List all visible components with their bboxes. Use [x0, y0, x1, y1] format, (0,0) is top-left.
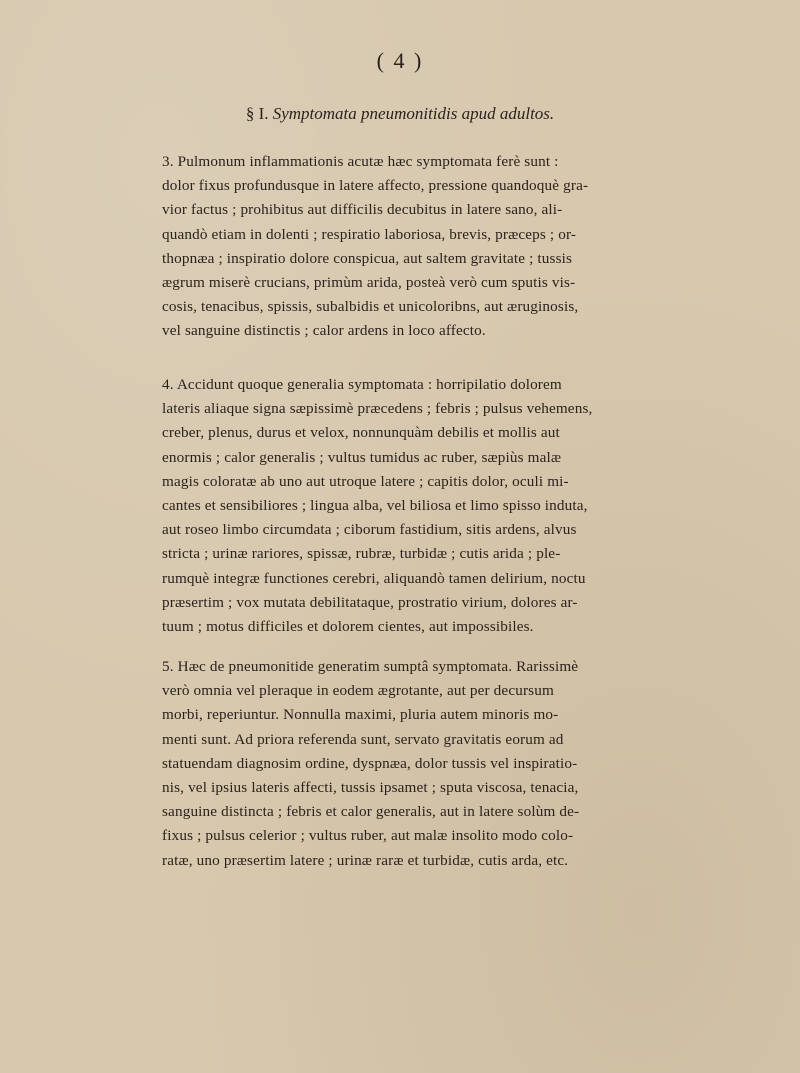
section-title: Symptomata pneumonitidis apud adultos. [272, 104, 555, 123]
paragraph-text: Accidunt quoque generalia symptomata : horripilatio dolorem lateris aliaque signa sæpissimè præcedens ; febris ; pulsus vehemens, creber, plenus, durus et velox, nonnunquàm debilis et mollis aut enormis ; calor generalis ; vultus tumidus ac ruber, sæpiùs malæ magis coloratæ ab uno aut utroque latere ; capitis dolor, oculi mi- cantes et sensibiliores ; lingua alba, vel biliosa et limo spisso induta, aut roseo limbo circumdata ; ciborum fastidium, sitis ardens, alvus stricta ; urinæ rariores, spissæ, rubræ, turbidæ ; cutis arida ; ple- rumquè integræ functiones cerebri, aliquandò tamen delirium, noctu præsertim ; vox mutata debilitataque, prostratio virium, dolores ar- tuum ; motus difficiles et dolorem cientes, aut impossibiles. [162, 376, 593, 636]
page-number: ( 4 ) [376, 48, 424, 73]
paragraph-text: Pulmonum inflammationis acutæ hæc symptomata ferè sunt : dolor fixus profundusque in latere affecto, pressione quandoquè gra- vior factus ; prohibitus aut difficilis decubitus in latere sano, ali- quandò etiam in dolenti ; respiratio laboriosa, brevis, præceps ; or- thopnæa ; inspiratio dolore conspicua, aut saltem gravitate ; tussis ægrum miserè crucians, primùm arida, posteà verò cum sputis vis- cosis, tenacibus, spissis, subalbidis et unicoloribns, aut æruginosis, vel sanguine distinctis ; calor ardens in loco affecto. [162, 153, 589, 340]
paragraph-number: 4. [162, 376, 174, 393]
paragraph-number: 3. [162, 153, 174, 170]
paragraph-number: 5. [162, 658, 174, 675]
paragraph-5 [162, 655, 710, 873]
paragraph-4 [162, 373, 710, 639]
section-number: I. [258, 104, 269, 123]
section-heading [0, 104, 800, 124]
paragraph-3 [162, 150, 710, 344]
paragraph-text: Hæc de pneumonitide generatim sumptâ symptomata. Rarissimè verò omnia vel pleraque in eodem ægrotante, aut per decursum morbi, reperiuntur. Nonnulla maximi, pluria autem minoris mo- menti sunt. Ad priora referenda sunt, servato gravitatis eorum ad statuendam diagnosim ordine, dyspnæa, dolor tussis vel inspiratio- nis, vel ipsius lateris affecti, tussis ipsamet ; sputa viscosa, tenacia, sanguine distincta ; febris et calor generalis, aut in latere solùm de- fixus ; pulsus celerior ; vultus ruber, aut malæ insolito modo colo- ratæ, uno præsertim latere ; urinæ raræ et turbidæ, cutis arda, etc. [162, 658, 580, 869]
section-mark: § [245, 104, 255, 123]
